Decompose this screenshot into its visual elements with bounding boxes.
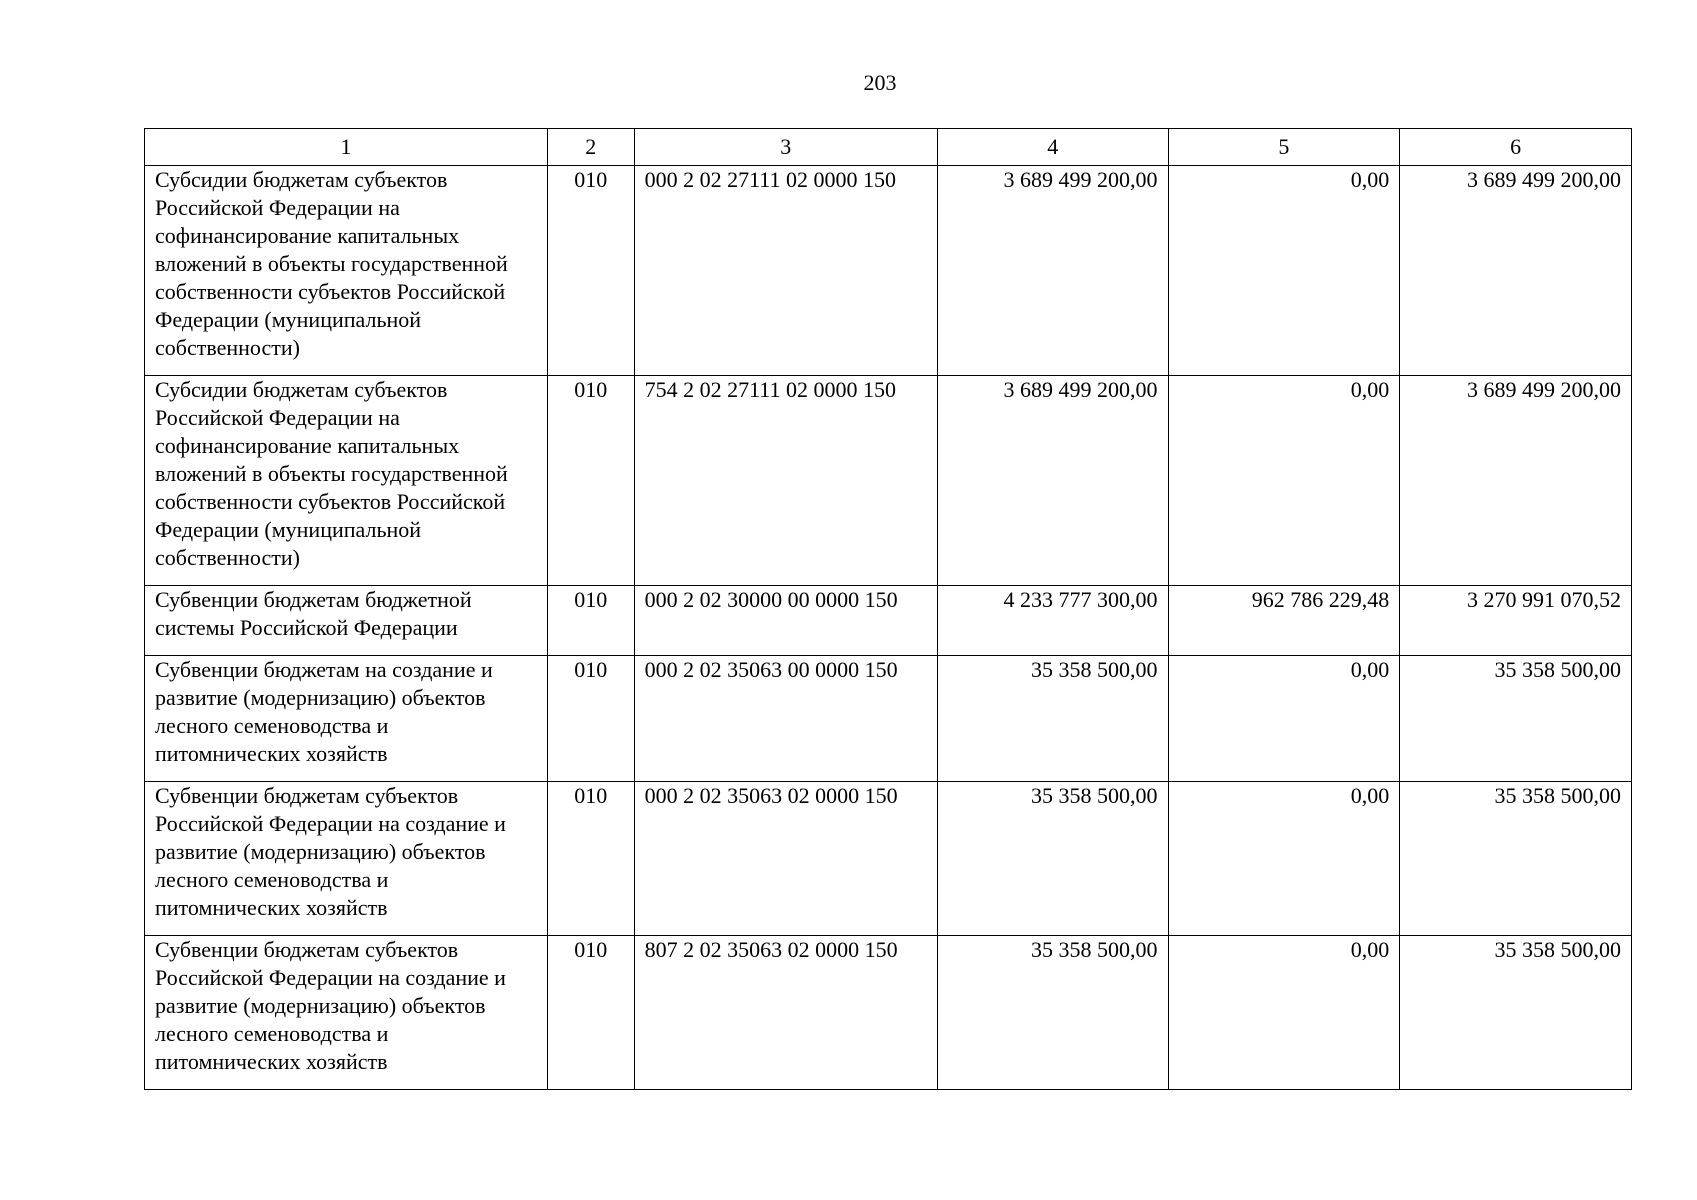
row-approved: 4 233 777 300,00 [937,586,1168,656]
table-row [145,166,1632,376]
budget-table [144,128,1632,1090]
row-executed: 0,00 [1168,656,1400,782]
row-name: Субсидии бюджетам субъектов Российской Федерации на софинансирование капитальных вложений в объекты государственной собственности субъектов Российской Федерации (муниципальной собственности) [145,376,548,586]
row-remaining: 3 689 499 200,00 [1400,376,1632,586]
row-approved: 35 358 500,00 [937,936,1168,1090]
column-header-6: 6 [1400,129,1632,166]
row-executed: 0,00 [1168,166,1400,376]
table-row [145,376,1632,586]
table-row [145,936,1632,1090]
row-remaining: 35 358 500,00 [1400,656,1632,782]
table-header [145,129,1632,166]
row-kbk: 754 2 02 27111 02 0000 150 [634,376,937,586]
row-executed: 0,00 [1168,376,1400,586]
header-row [145,129,1632,166]
column-header-1: 1 [145,129,548,166]
row-kbk: 000 2 02 35063 02 0000 150 [634,782,937,936]
column-header-2: 2 [547,129,634,166]
row-remaining: 3 270 991 070,52 [1400,586,1632,656]
row-remaining: 35 358 500,00 [1400,782,1632,936]
row-name: Субвенции бюджетам субъектов Российской Федерации на создание и развитие (модернизацию) объектов лесного семеноводства и питомнических хозяйств [145,782,548,936]
row-name: Субвенции бюджетам на создание и развитие (модернизацию) объектов лесного семеноводства и питомнических хозяйств [145,656,548,782]
column-header-3: 3 [634,129,937,166]
column-header-5: 5 [1168,129,1400,166]
row-remaining: 35 358 500,00 [1400,936,1632,1090]
table-row [145,656,1632,782]
row-kbk: 000 2 02 30000 00 0000 150 [634,586,937,656]
row-remaining: 3 689 499 200,00 [1400,166,1632,376]
row-code: 010 [547,936,634,1090]
table-body [145,166,1632,1090]
row-code: 010 [547,166,634,376]
table-row [145,586,1632,656]
row-code: 010 [547,656,634,782]
row-approved: 3 689 499 200,00 [937,376,1168,586]
row-approved: 35 358 500,00 [937,782,1168,936]
row-executed: 962 786 229,48 [1168,586,1400,656]
row-name: Субвенции бюджетам бюджетной системы Российской Федерации [145,586,548,656]
page-number: 203 [863,70,897,95]
table-row [145,782,1632,936]
row-name: Субсидии бюджетам субъектов Российской Федерации на софинансирование капитальных вложений в объекты государственной собственности субъектов Российской Федерации (муниципальной собственности) [145,166,548,376]
column-header-4: 4 [937,129,1168,166]
row-executed: 0,00 [1168,782,1400,936]
row-executed: 0,00 [1168,936,1400,1090]
row-kbk: 000 2 02 27111 02 0000 150 [634,166,937,376]
row-kbk: 807 2 02 35063 02 0000 150 [634,936,937,1090]
row-code: 010 [547,376,634,586]
row-approved: 35 358 500,00 [937,656,1168,782]
row-code: 010 [547,782,634,936]
row-code: 010 [547,586,634,656]
row-name: Субвенции бюджетам субъектов Российской Федерации на создание и развитие (модернизацию) объектов лесного семеноводства и питомнических хозяйств [145,936,548,1090]
row-kbk: 000 2 02 35063 00 0000 150 [634,656,937,782]
row-approved: 3 689 499 200,00 [937,166,1168,376]
